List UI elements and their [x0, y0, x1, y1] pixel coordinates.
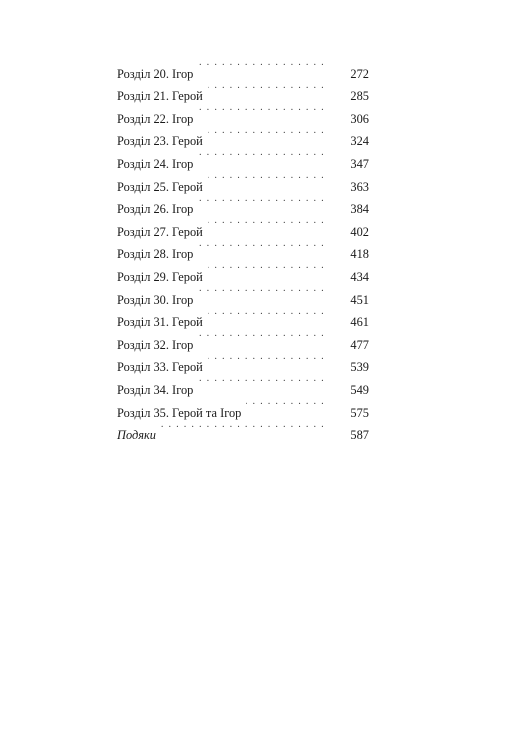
toc-entry-page: 402 [350, 224, 369, 239]
toc-entry-page: 549 [350, 382, 369, 397]
toc-entry-page: 451 [350, 292, 369, 307]
dot-leader [208, 213, 325, 236]
dot-leader [198, 55, 325, 78]
dot-leader [208, 258, 325, 281]
toc-entry-page: 539 [350, 360, 369, 375]
toc-entry-title: Розділ 28. Ігор [117, 247, 194, 262]
toc-entry-title: Розділ 33. Герой [117, 360, 203, 375]
toc-entry-title: Розділ 31. Герой [117, 315, 203, 330]
toc-entry-title: Розділ 34. Ігор [117, 382, 194, 397]
toc-entry-page: 306 [350, 111, 369, 126]
dot-leader [198, 281, 325, 304]
dot-leader [198, 236, 325, 259]
dot-leader [208, 123, 325, 146]
toc-entry-title: Розділ 22. Ігор [117, 111, 194, 126]
toc-entry-page: 434 [350, 269, 369, 284]
dot-leader [208, 168, 325, 191]
toc-entry-page: 587 [350, 428, 369, 443]
toc-entry-page: 272 [350, 66, 369, 81]
toc-entry-title: Розділ 32. Ігор [117, 337, 194, 352]
dot-leader [208, 304, 325, 327]
toc-entry-title: Розділ 35. Герой та Ігор [117, 405, 242, 420]
toc-entry-page: 324 [350, 134, 369, 149]
dot-leader [208, 349, 325, 372]
toc-entry-title: Розділ 27. Герой [117, 224, 203, 239]
dot-leader [208, 78, 325, 101]
toc-entry-page: 418 [350, 247, 369, 262]
toc-entry-page: 363 [350, 179, 369, 194]
dot-leader [198, 145, 325, 168]
dot-leader [198, 100, 325, 123]
toc-entry-page: 477 [350, 337, 369, 352]
toc-entry [117, 55, 369, 81]
table-of-contents [117, 55, 369, 443]
toc-entry-page: 575 [350, 405, 369, 420]
toc-entry-page: 461 [350, 315, 369, 330]
toc-entry-title: Розділ 29. Герой [117, 269, 203, 284]
dot-leader [161, 417, 325, 440]
toc-entry-title: Розділ 25. Герой [117, 179, 203, 194]
toc-entry-title: Розділ 23. Герой [117, 134, 203, 149]
toc-entry-page: 384 [350, 202, 369, 217]
toc-entry-title: Подяки [117, 428, 156, 443]
toc-entry-title: Розділ 21. Герой [117, 89, 203, 104]
dot-leader [198, 326, 325, 349]
dot-leader [198, 191, 325, 214]
toc-entry-page: 347 [350, 156, 369, 171]
toc-entry-title: Розділ 24. Ігор [117, 156, 194, 171]
dot-leader [246, 394, 325, 417]
dot-leader [198, 371, 325, 394]
toc-entry-page: 285 [350, 89, 369, 104]
toc-entry-title: Розділ 20. Ігор [117, 66, 194, 81]
toc-entry-title: Розділ 30. Ігор [117, 292, 194, 307]
toc-entry-title: Розділ 26. Ігор [117, 202, 194, 217]
